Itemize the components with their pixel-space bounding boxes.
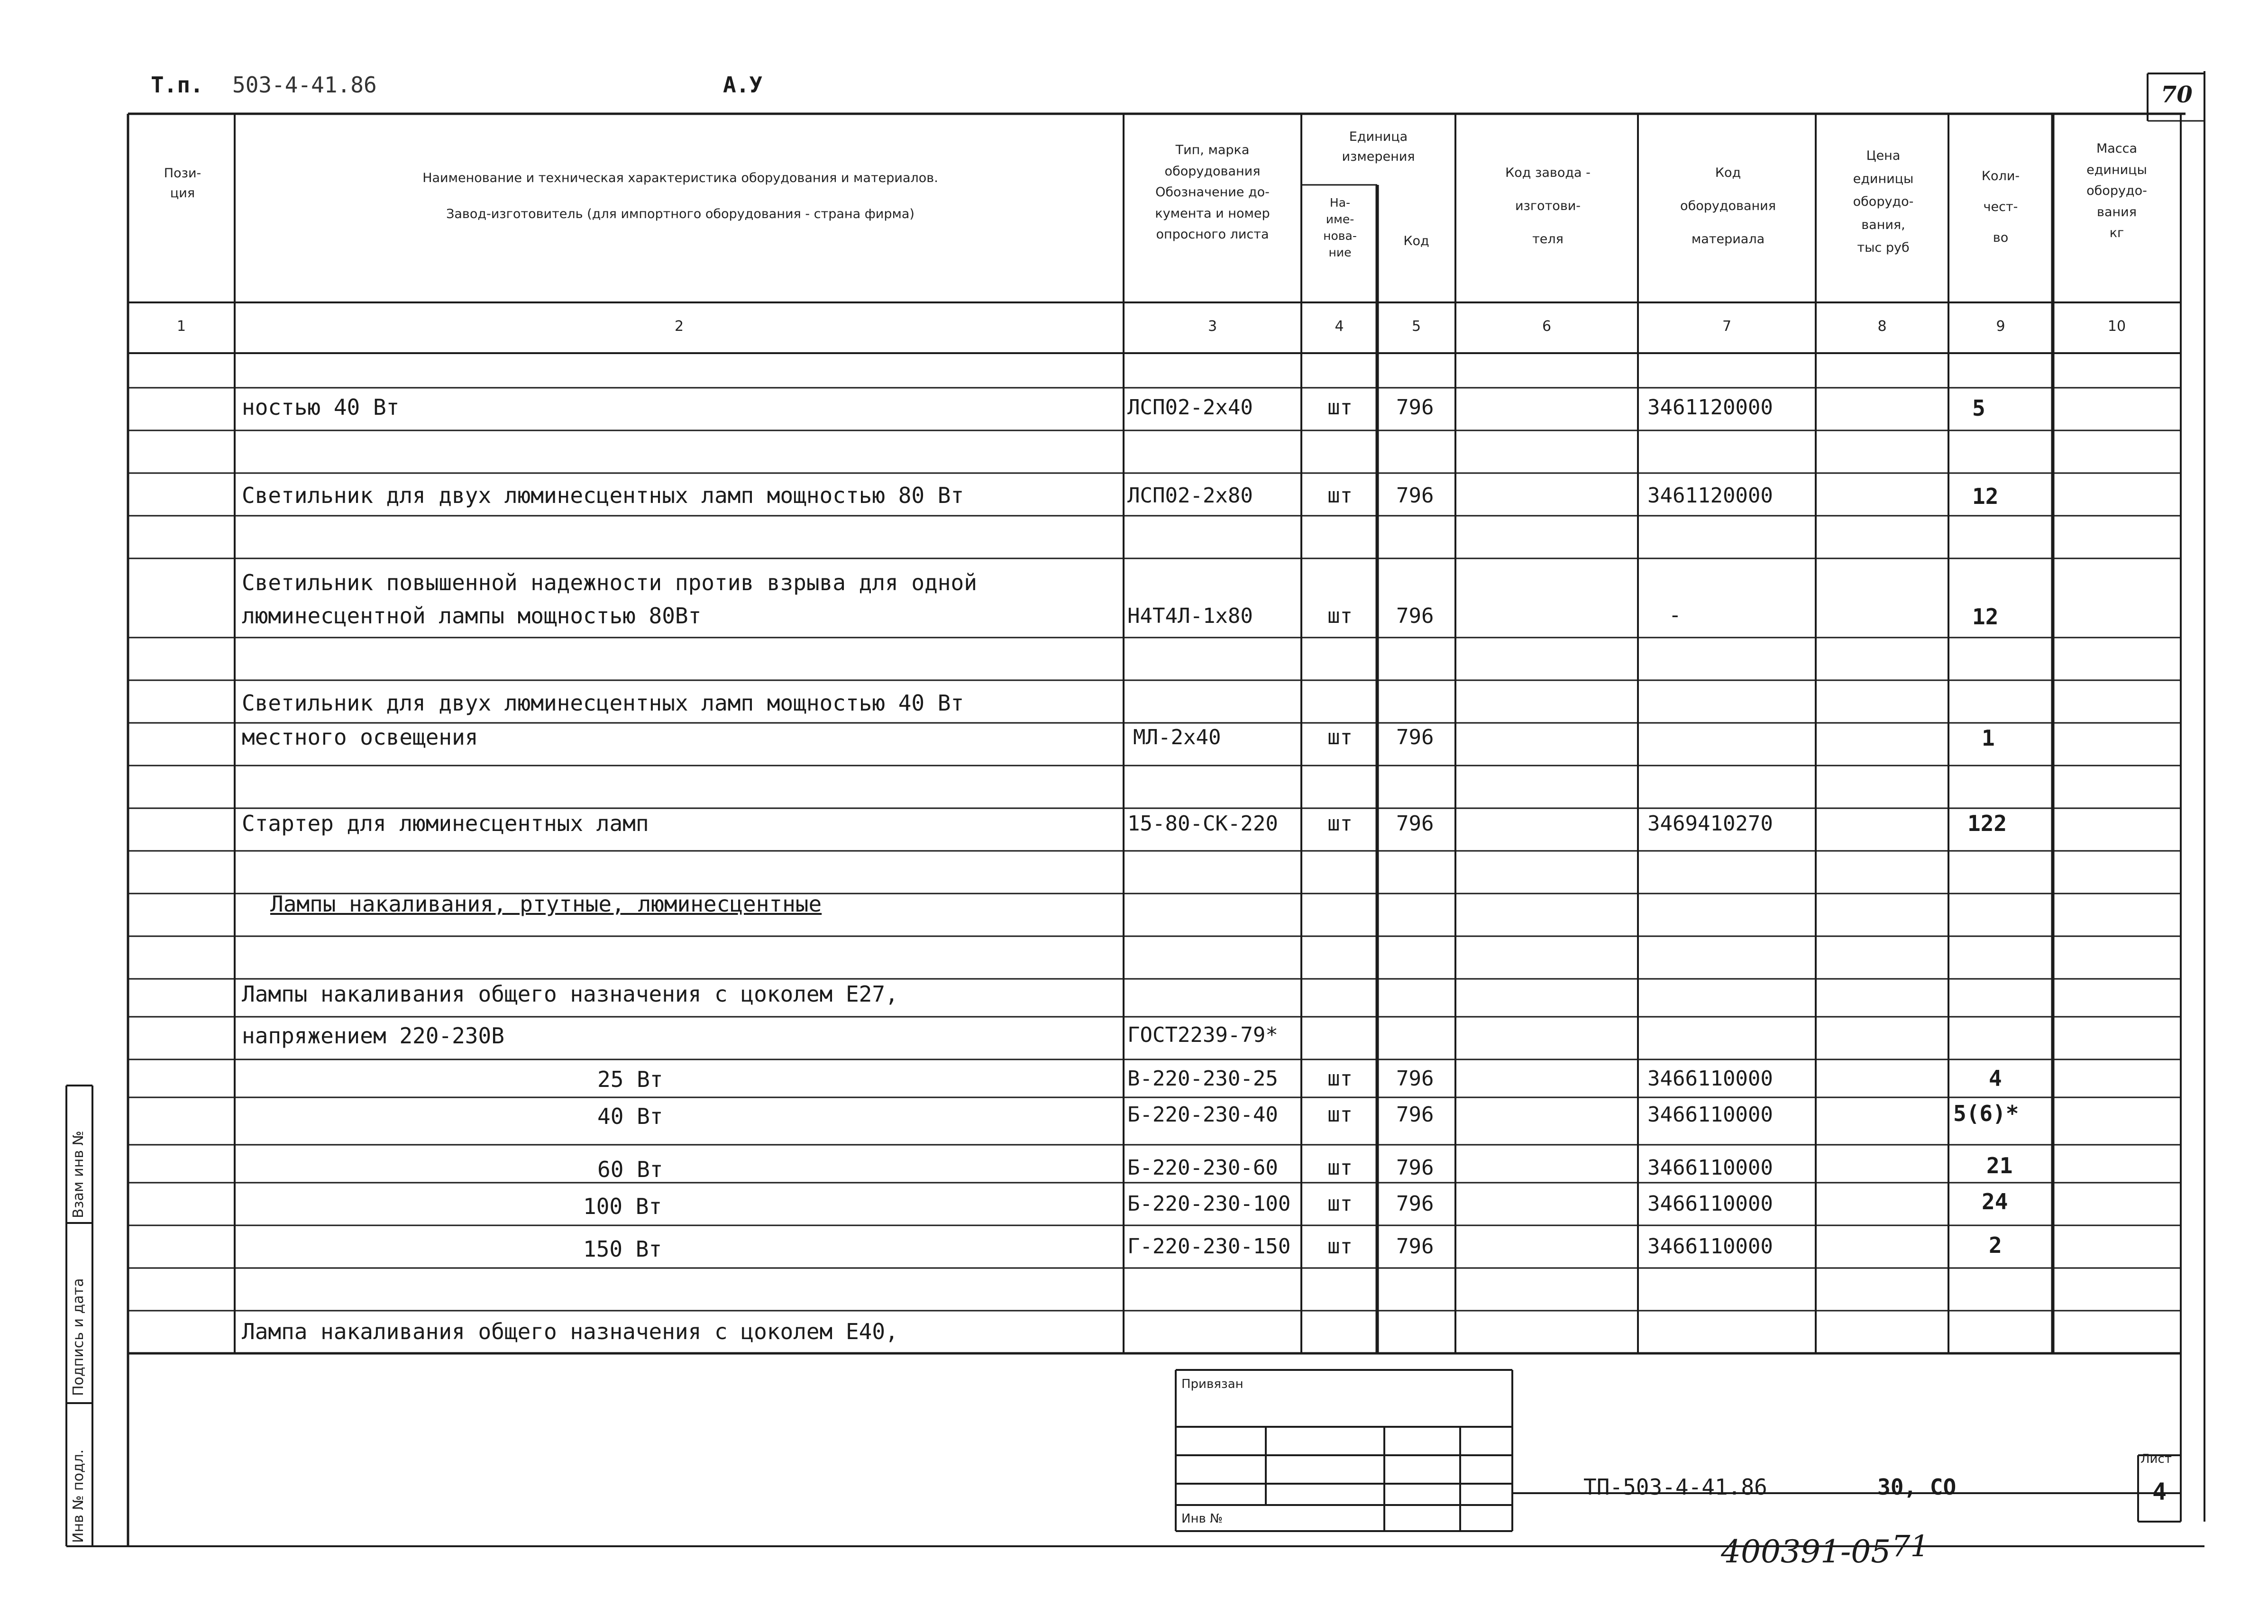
row-material-code: 3461120000 [1647,484,1773,508]
col-number-3: 3 [1207,318,1217,335]
sheet-label: Лист [2140,1452,2172,1466]
sheet-number: 4 [2152,1478,2167,1505]
col-number-2: 2 [674,318,684,335]
row-type: Г-220-230-150 [1127,1234,1291,1259]
col-number-9: 9 [1996,318,2005,335]
header-material-code: Код оборудования материала [1680,165,1776,247]
header-mass: Масса единицы оборудо- вания кг [2086,141,2147,241]
stamp-bound-label: Привязан [1181,1377,1244,1391]
row-quantity: 24 [1982,1189,2008,1214]
row-unit: шт [1327,812,1353,836]
header-type: Тип, марка оборудования Обозначение до- кумента и номер опросного листа [1155,143,1270,242]
section-code: А.У [723,72,763,98]
header-unit-name: На- име- нова- ние [1323,196,1357,259]
row-unit: шт [1327,484,1353,508]
row-unit: шт [1327,1103,1353,1127]
row-quantity: 2 [1989,1232,2002,1258]
row-quantity: 5 [1972,395,1985,421]
col-number-1: 1 [176,318,186,335]
row-unit: шт [1327,1234,1353,1259]
row-type: В-220-230-25 [1127,1067,1278,1091]
row-name: 25 Вт [597,1067,663,1092]
row-material-code: 3469410270 [1647,812,1773,836]
row-type: ЛСП02-2х40 [1127,395,1253,420]
header-position: Пози- ция [164,166,201,201]
row-unit-code: 796 [1396,484,1434,508]
row-material-code: 3466110000 [1647,1103,1773,1127]
sheet-corner-number: 70 [2161,82,2193,108]
row-quantity: 21 [1986,1153,2013,1178]
row-name: люминесцентной лампы мощностью 80Вт [242,603,702,629]
document-code: ТП-503-4-41.86 [1583,1474,1767,1500]
row-type: Б-220-230-40 [1127,1103,1278,1127]
row-unit: шт [1327,1067,1353,1091]
section-heading: Лампы накаливания, ртутные, люминесцентные [270,891,822,917]
row-unit: шт [1327,1156,1353,1180]
row-unit-code: 796 [1396,395,1434,420]
row-quantity: 4 [1989,1066,2002,1091]
row-name: 60 Вт [597,1157,663,1182]
row-type: МЛ-2х40 [1133,725,1221,749]
row-unit: шт [1327,725,1353,749]
series-prefix: Т.п. [151,72,203,98]
row-type: ЛСП02-2х80 [1127,484,1253,508]
row-unit-code: 796 [1396,812,1434,836]
side-label-replace-inv: Взам инв № [70,1131,87,1218]
row-name: Светильник для двух люминесцентных ламп мощностью 40 Вт [242,690,964,716]
header-factory-code: Код завода - изготови- теля [1505,165,1591,247]
row-unit: шт [1327,604,1353,628]
stamp-inv-label: Инв № [1181,1512,1223,1526]
row-type: Н4Т4Л-1х80 [1127,604,1253,628]
row-unit-code: 796 [1396,1234,1434,1259]
row-name: напряжением 220-230В [242,1023,504,1049]
row-name: ностью 40 Вт [242,394,400,420]
side-label-sign-date: Подпись и дата [70,1278,87,1396]
side-label-inv-orig: Инв № подл. [70,1449,87,1543]
header-unit: Единица измерения [1342,129,1415,164]
row-unit: шт [1327,395,1353,420]
row-name: Стартер для люминесцентных ламп [242,811,649,836]
row-type: ГОСТ2239-79* [1127,1023,1278,1047]
col-number-5: 5 [1411,318,1421,335]
header-name: Наименование и техническая характеристика оборудования и материалов. Завод-изготовитель (для импортного оборудования - страна фирма) [422,171,938,221]
col-number-4: 4 [1335,318,1344,335]
row-material-code: 3466110000 [1647,1234,1773,1259]
row-quantity: 122 [1967,811,2007,836]
row-type: Б-220-230-60 [1127,1156,1278,1180]
row-name: местного освещения [242,724,478,750]
row-quantity: 12 [1972,604,1999,630]
row-quantity: 12 [1972,484,1999,509]
header-unit-code: Код [1403,234,1429,248]
row-material-code: 3461120000 [1647,395,1773,420]
row-unit-code: 796 [1396,1156,1434,1180]
row-quantity: 5(6)* [1953,1101,2019,1126]
series-number: 503-4-41.86 [232,72,377,98]
document-suffix: 30, СО [1877,1474,1957,1500]
row-name: Лампа накаливания общего назначения с цоколем Е40, [242,1319,898,1344]
header-quantity: Коли- чест- во [1981,169,2020,245]
col-number-8: 8 [1877,318,1887,335]
row-unit: шт [1327,1192,1353,1216]
row-unit-code: 796 [1396,725,1434,749]
row-material-code: 3466110000 [1647,1067,1773,1091]
row-unit-code: 796 [1396,1067,1434,1091]
header-price: Цена единицы оборудо- вания, тыс руб [1853,148,1914,255]
row-material-code: 3466110000 [1647,1156,1773,1180]
row-name: Светильник повышенной надежности против взрыва для одной [242,570,977,595]
row-name: Светильник для двух люминесцентных ламп мощностью 80 Вт [242,483,964,508]
row-name: 40 Вт [597,1104,663,1129]
row-unit-code: 796 [1396,604,1434,628]
archive-number: 400391-05 [1721,1533,1891,1570]
row-name: Лампы накаливания общего назначения с цоколем Е27, [242,981,898,1007]
row-unit-code: 796 [1396,1103,1434,1127]
row-material-code: - [1669,603,1682,627]
row-name: 150 Вт [583,1236,662,1262]
row-material-code: 3466110000 [1647,1192,1773,1216]
row-type: 15-80-СК-220 [1127,812,1278,836]
row-type: Б-220-230-100 [1127,1192,1291,1216]
col-number-6: 6 [1542,318,1552,335]
archive-page: 71 [1892,1529,1929,1563]
row-quantity: 1 [1982,725,1995,751]
col-number-10: 10 [2107,318,2126,335]
row-name: 100 Вт [583,1194,662,1219]
col-number-7: 7 [1722,318,1732,335]
row-unit-code: 796 [1396,1192,1434,1216]
